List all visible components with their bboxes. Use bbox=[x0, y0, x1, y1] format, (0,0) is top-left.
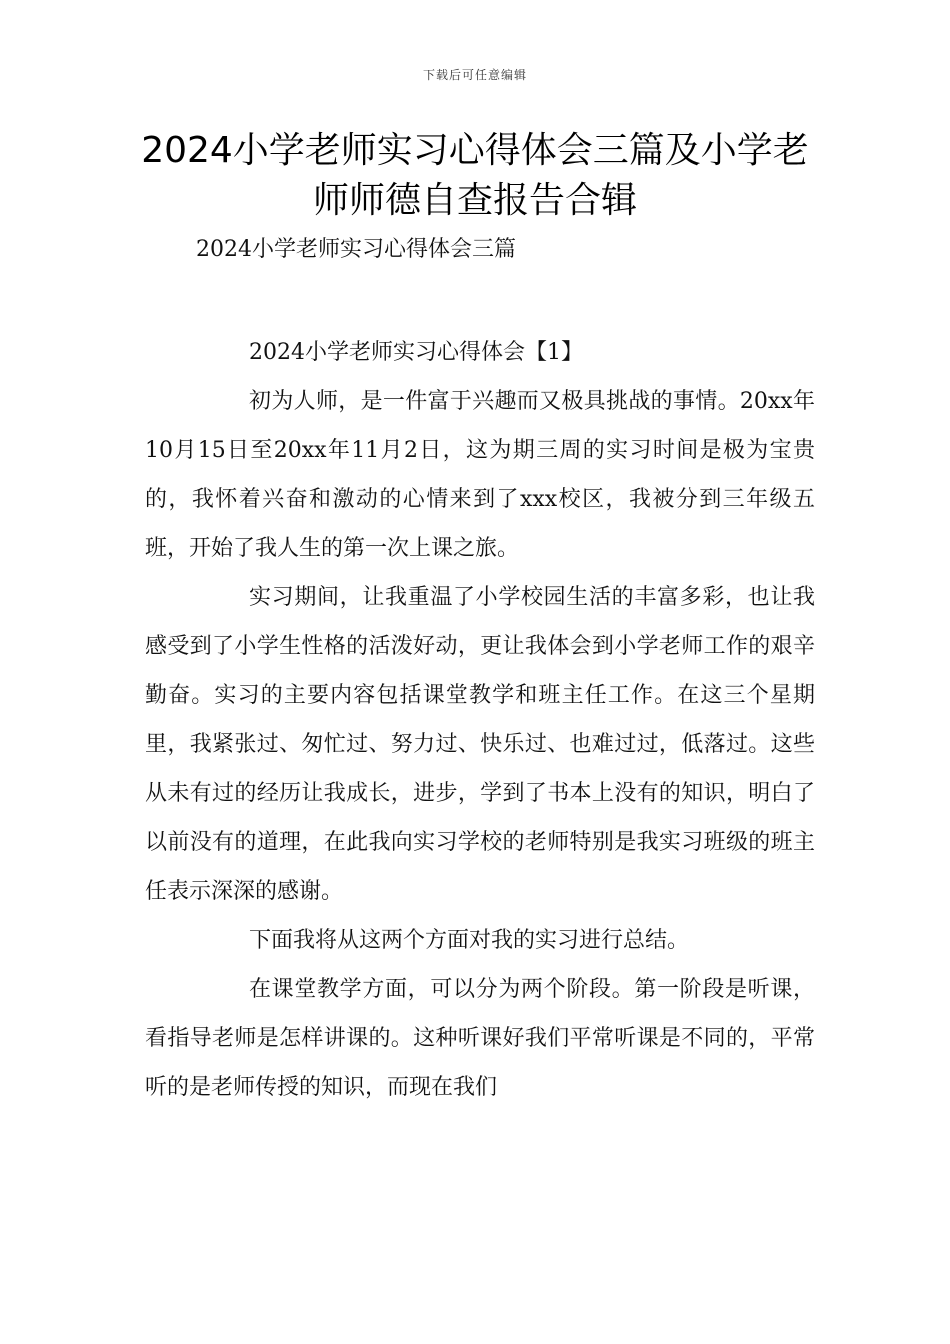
paragraph: 实习期间，让我重温了小学校园生活的丰富多彩，也让我感受到了小学生性格的活泼好动，更让我体会到小学老师工作的艰辛勤奋。实习的主要内容包括课堂教学和班主任工作。在这三个星期里，我紧张过、匆忙过、努力过、快乐过、也难过过，低落过。这些从未有过的经历让我成长，进步，学到了书本上没有的知识，明白了以前没有的道理，在此我向实习学校的老师特别是我实习班级的班主任表示深深的感谢。 bbox=[145, 585, 815, 904]
section-heading: 2024小学老师实习心得体会【1】 bbox=[249, 340, 583, 365]
paragraph: 下面我将从这两个方面对我的实习进行总结。 bbox=[249, 928, 690, 953]
document-title: 2024小学老师实习心得体会三篇及小学老师师德自查报告合辑 bbox=[141, 130, 809, 221]
document-subtitle: 2024小学老师实习心得体会三篇 bbox=[196, 237, 516, 262]
paragraph: 初为人师，是一件富于兴趣而又极具挑战的事情。20xx年10月15日至20xx年11月2日，这为期三周的实习时间是极为宝贵的，我怀着兴奋和激动的心情来到了xxx校区，我被分到三年级五班，开始了我人生的第一次上课之旅。 bbox=[145, 389, 815, 561]
document-body bbox=[145, 328, 815, 1112]
paragraph: 在课堂教学方面，可以分为两个阶段。第一阶段是听课，看指导老师是怎样讲课的。这种听课好我们平常听课是不同的，平常听的是老师传授的知识，而现在我们 bbox=[145, 977, 815, 1100]
header-note: 下载后可任意编辑 bbox=[422, 68, 527, 82]
